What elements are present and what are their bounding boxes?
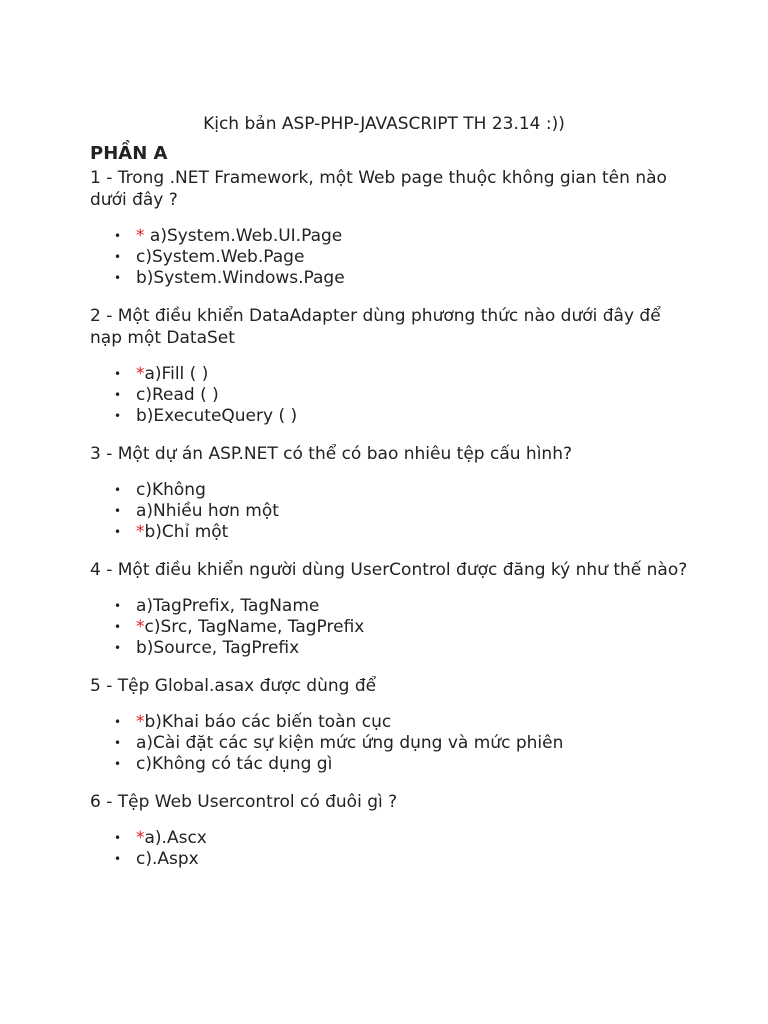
answer-list [90, 364, 690, 427]
section-heading: PHẦN A [90, 143, 168, 164]
bullet-icon: • [114, 736, 122, 750]
answer-option [114, 596, 690, 617]
question-text: 6 - Tệp Web Usercontrol có đuôi gì ? [90, 792, 398, 812]
question-text: 1 - Trong .NET Framework, một Web page thuộc không gian tên nào dưới đây ? [90, 168, 667, 210]
question-3 [90, 443, 690, 543]
answer-option [114, 385, 690, 406]
question-5 [90, 675, 690, 775]
answer-text: b)Chỉ một [144, 522, 229, 542]
question-text: 4 - Một điều khiển người dùng UserControl được đăng ký như thế nào? [90, 560, 688, 580]
answer-text: a)Cài đặt các sự kiện mức ứng dụng và mức phiên [136, 733, 564, 753]
answer-list [90, 480, 690, 543]
answer-option [114, 849, 690, 870]
answer-option [114, 828, 690, 849]
bullet-icon: • [114, 620, 122, 634]
answer-list [90, 712, 690, 775]
bullet-icon: • [114, 599, 122, 613]
document-title: Kịch bản ASP-PHP-JAVASCRIPT TH 23.14 :)) [203, 114, 565, 134]
question-text: 3 - Một dự án ASP.NET có thể có bao nhiêu tệp cấu hình? [90, 444, 572, 464]
bullet-icon: • [114, 367, 122, 381]
answer-option [114, 268, 690, 289]
question-4 [90, 559, 690, 659]
bullet-icon: • [114, 229, 122, 243]
correct-marker: * [136, 364, 145, 384]
bullet-icon: • [114, 525, 122, 539]
correct-marker: * [136, 617, 145, 637]
answer-list [90, 226, 690, 289]
bullet-icon: • [114, 483, 122, 497]
answer-option [114, 247, 690, 268]
answer-option [114, 364, 690, 385]
answer-text: c)System.Web.Page [136, 247, 305, 267]
answer-text: a)Nhiều hơn một [136, 501, 279, 521]
answer-list [90, 596, 690, 659]
answer-text: b)Source, TagPrefix [136, 638, 300, 658]
answer-option [114, 712, 690, 733]
correct-marker: * [136, 712, 145, 732]
correct-marker: * [136, 226, 150, 246]
question-text: 5 - Tệp Global.asax được dùng để [90, 676, 377, 696]
answer-text: a).Ascx [144, 828, 207, 848]
question-6 [90, 791, 690, 870]
answer-option [114, 501, 690, 522]
answer-text: b)ExecuteQuery ( ) [136, 406, 298, 426]
answer-text: c)Read ( ) [136, 385, 219, 405]
answer-option [114, 406, 690, 427]
answer-list [90, 828, 690, 870]
question-1 [90, 167, 690, 289]
answer-option [114, 522, 690, 543]
answer-option [114, 638, 690, 659]
answer-text: b)System.Windows.Page [136, 268, 345, 288]
answer-text: c).Aspx [136, 849, 199, 869]
bullet-icon: • [114, 388, 122, 402]
bullet-icon: • [114, 852, 122, 866]
bullet-icon: • [114, 831, 122, 845]
correct-marker: * [136, 522, 145, 542]
question-list [90, 167, 690, 886]
bullet-icon: • [114, 715, 122, 729]
answer-text: a)TagPrefix, TagName [136, 596, 320, 616]
answer-text: c)Không có tác dụng gì [136, 754, 333, 774]
answer-option [114, 226, 690, 247]
answer-text: a)System.Web.UI.Page [149, 226, 343, 246]
answer-option [114, 480, 690, 501]
bullet-icon: • [114, 504, 122, 518]
question-2 [90, 305, 690, 427]
answer-text: a)Fill ( ) [144, 364, 209, 384]
answer-option [114, 733, 690, 754]
answer-text: c)Không [136, 480, 206, 500]
question-text: 2 - Một điều khiển DataAdapter dùng phương thức nào dưới đây để nạp một DataSet [90, 306, 661, 348]
answer-option [114, 617, 690, 638]
bullet-icon: • [114, 757, 122, 771]
answer-text: c)Src, TagName, TagPrefix [144, 617, 365, 637]
bullet-icon: • [114, 641, 122, 655]
answer-option [114, 754, 690, 775]
answer-text: b)Khai báo các biến toàn cục [144, 712, 392, 732]
bullet-icon: • [114, 250, 122, 264]
bullet-icon: • [114, 271, 122, 285]
correct-marker: * [136, 828, 145, 848]
bullet-icon: • [114, 409, 122, 423]
